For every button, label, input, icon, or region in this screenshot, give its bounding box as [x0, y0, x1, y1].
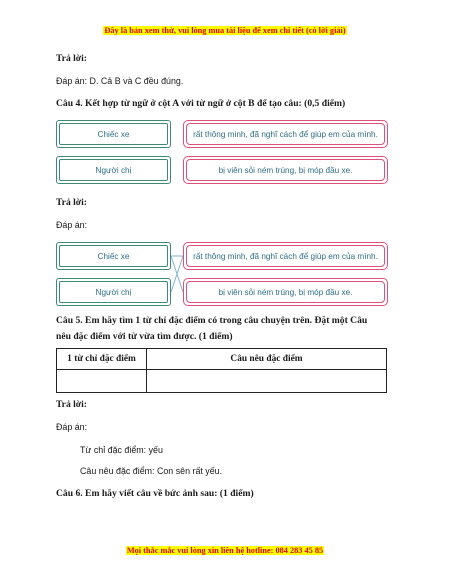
- column-b-item: bị viên sỏi ném trúng, bị móp đầu xe.: [183, 278, 388, 306]
- column-a-item: Chiếc xe: [56, 120, 171, 148]
- answer-text-3: Đáp án:: [56, 422, 88, 432]
- column-a-item: Người chị: [56, 278, 171, 306]
- table-header-row: [57, 349, 387, 370]
- table-header: Câu nêu đặc điểm: [147, 349, 387, 370]
- answer-label-3: Trả lời:: [56, 399, 87, 410]
- column-a-item: Người chị: [56, 156, 171, 184]
- answer-text-1: Đáp án: D. Cả B và C đều đúng.: [56, 76, 184, 86]
- question-5-line-1: Câu 5. Em hãy tìm 1 từ chỉ đặc điểm có trong câu chuyện trên. Đặt một Câu: [56, 315, 368, 326]
- answer-label-1: Trả lời:: [56, 53, 87, 64]
- footer-notice: Mọi thắc mắc vui lòng xin liên hệ hotline: 084 283 45 85: [126, 546, 324, 555]
- column-b-item: rất thông minh, đã nghĩ cách để giúp em của mình.: [183, 242, 388, 270]
- table-row: [57, 370, 387, 393]
- question-5-line-2: nêu đặc điểm với từ vừa tìm được. (1 điểm): [56, 331, 233, 342]
- column-b-item: bị viên sỏi ném trúng, bị móp đầu xe.: [183, 156, 388, 184]
- answer-table: [56, 348, 387, 393]
- matching-answer: [56, 242, 388, 308]
- header-notice: Đây là bản xem thử, vui lòng mua tài liệu để xem chi tiết (có lời giải): [104, 26, 346, 35]
- question-4: Câu 4. Kết hợp từ ngữ ở cột A với từ ngữ ở cột B để tạo câu: (0,5 điểm): [56, 98, 346, 109]
- question-6: Câu 6. Em hãy viết câu về bức ảnh sau: (1 điểm): [56, 488, 254, 499]
- table-cell: [147, 370, 387, 393]
- column-a-item: Chiếc xe: [56, 242, 171, 270]
- table-cell: [57, 370, 147, 393]
- answer-text-2: Đáp án:: [56, 220, 88, 230]
- answer-label-2: Trả lời:: [56, 197, 87, 208]
- answer-word: Từ chỉ đặc điểm: yếu: [80, 445, 163, 455]
- matching-exercise: [56, 120, 388, 186]
- answer-sentence: Câu nêu đặc điểm: Con sên rất yếu.: [80, 466, 223, 476]
- table-header: 1 từ chỉ đặc điểm: [57, 349, 147, 370]
- column-b-item: rất thông minh, đã nghĩ cách để giúp em của mình.: [183, 120, 388, 148]
